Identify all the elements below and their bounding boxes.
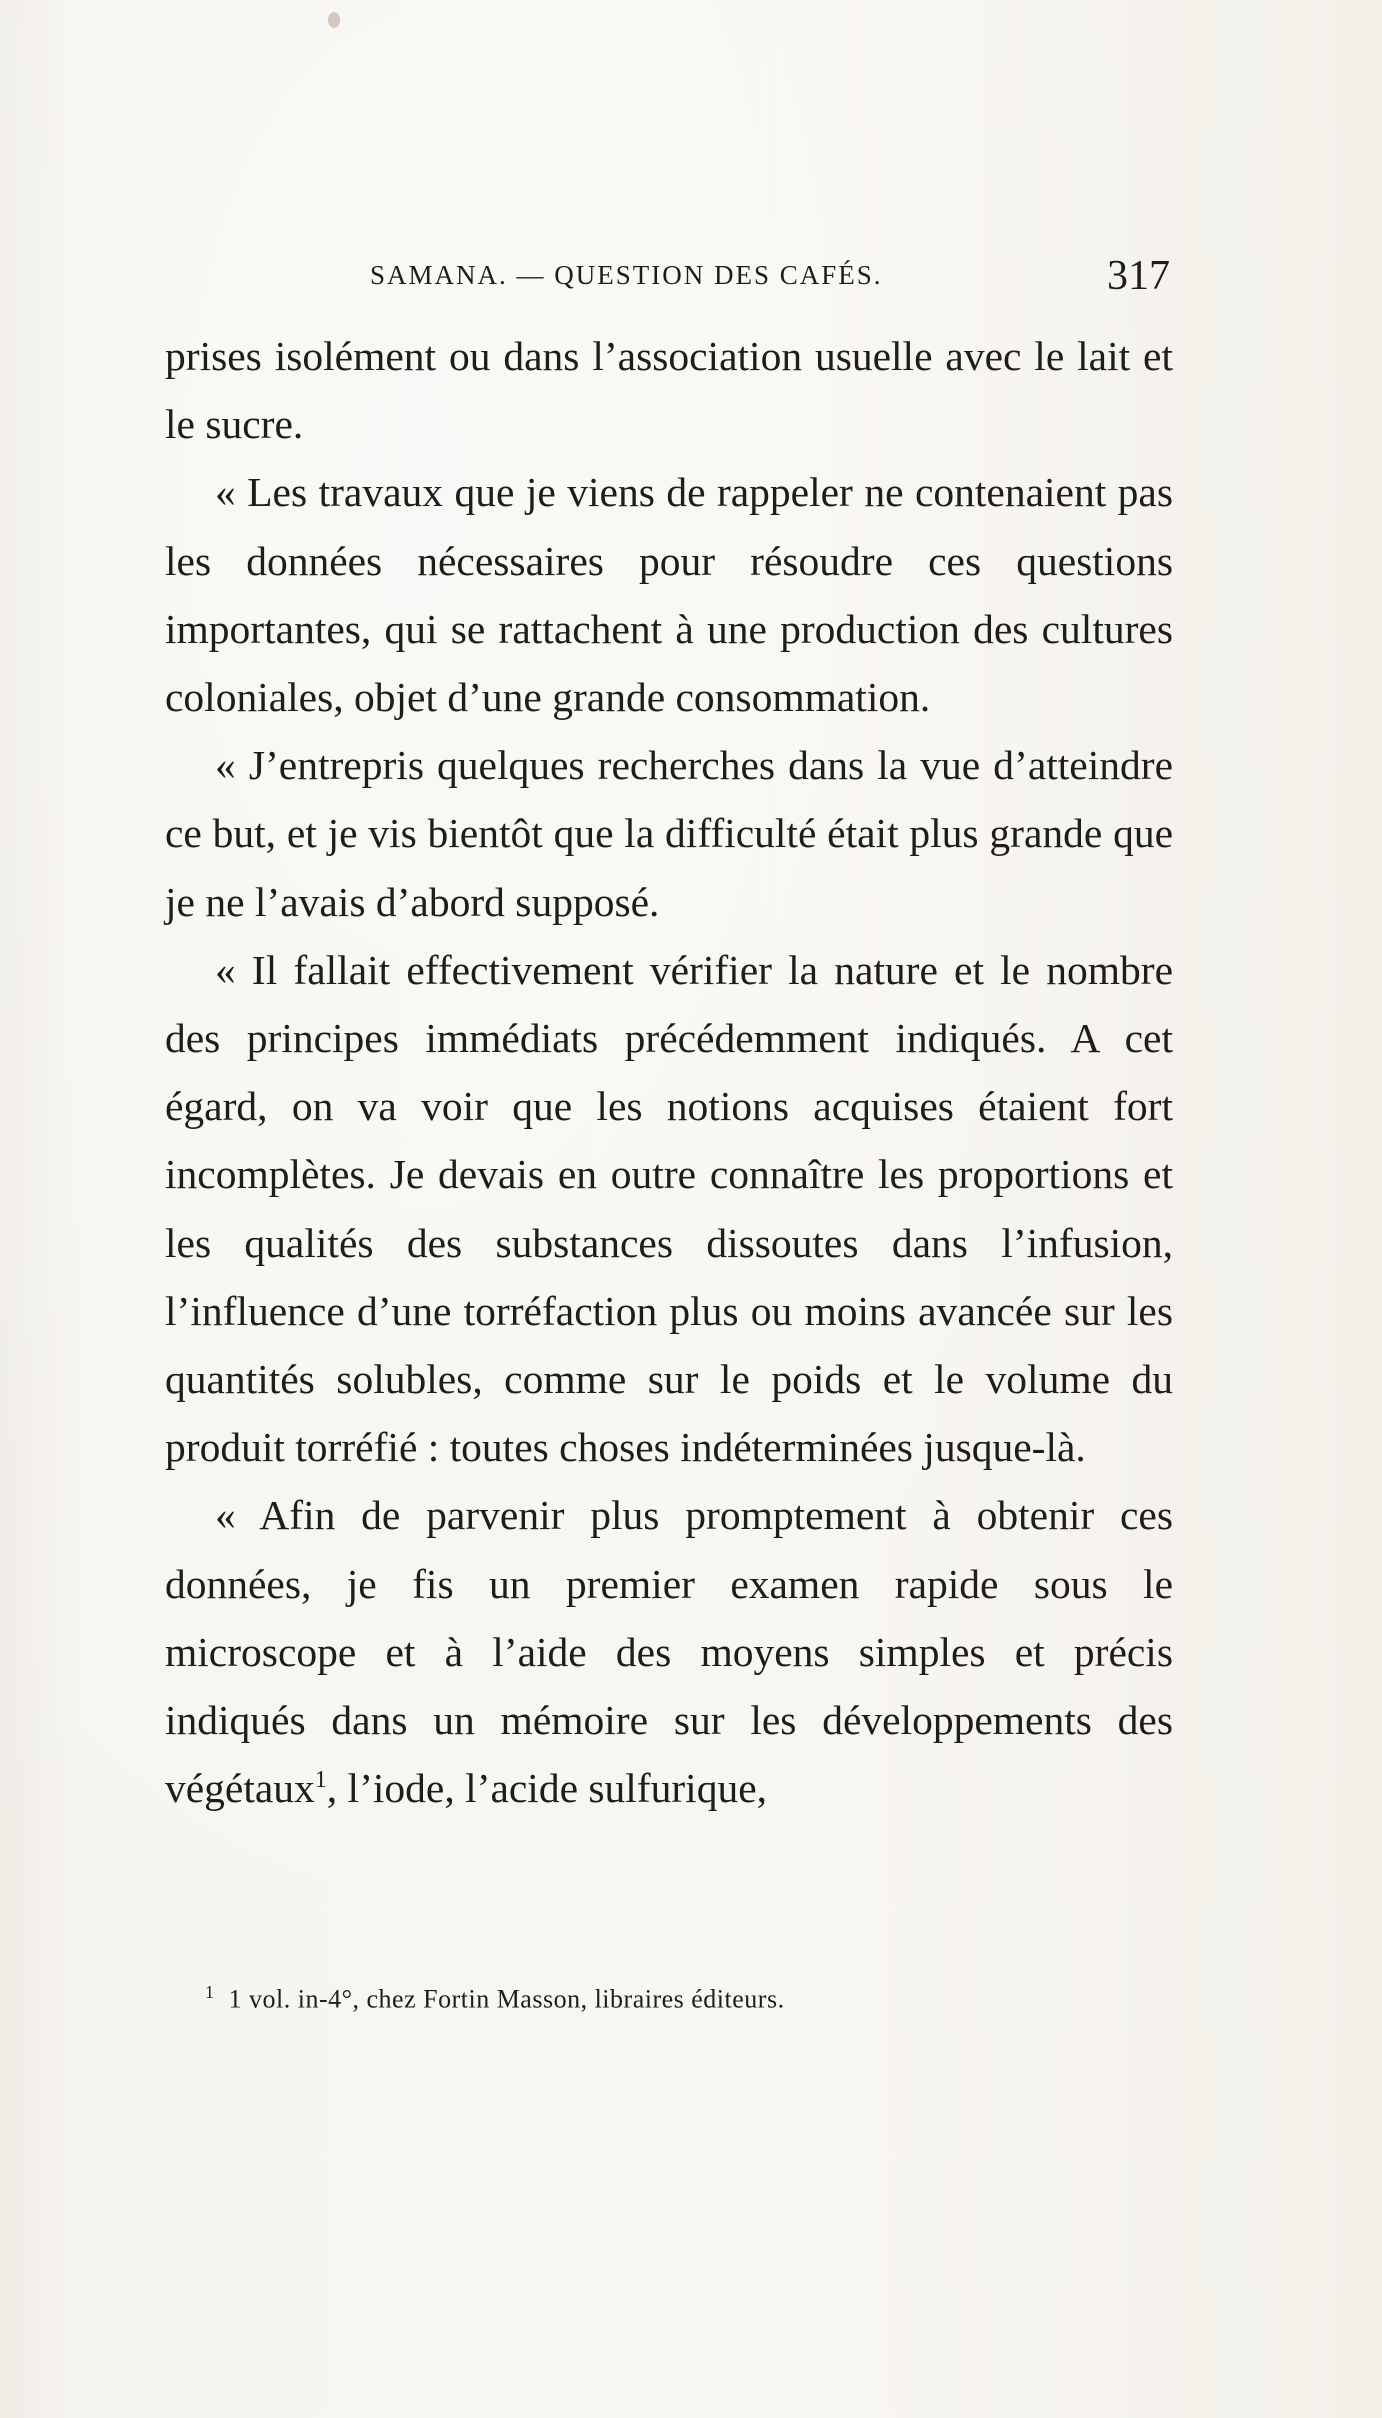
page-header: [165, 252, 1170, 302]
paragraph: prises isolément ou dans l’association usuelle avec le lait et le sucre.: [165, 333, 1173, 448]
footnote: [205, 1982, 785, 2015]
body-text: [165, 322, 1173, 1822]
paragraph-text: , l’iode, l’acide sulfurique,: [326, 1765, 768, 1812]
paper-stain: [328, 12, 340, 28]
paragraph-text: « Afin de parvenir plus promptement à obtenir ces données, je fis un premier examen rapide sous le microscope et à l’aide des moyens simples et précis indiqués dans un mémoire sur les développements des végétaux: [165, 1492, 1173, 1812]
paragraph: « Il fallait effectivement vérifier la nature et le nombre des principes immédiats précédemment indiqués. A cet égard, on va voir que les notions acquises étaient fort incomplètes. Je devais en outre connaître les proportions et les qualités des substances dissoutes dans l’infusion, l’influence d’une torréfaction plus ou moins avancée sur les quantités solubles, comme sur le poids et le volume du produit torréfié : toutes choses indéterminées jusque-là.: [165, 946, 1173, 1471]
paragraph: [165, 1481, 1173, 1822]
paragraph: « Les travaux que je viens de rappeler ne contenaient pas les données nécessaires pour résoudre ces questions importantes, qui se rattachent à une production des cultures coloniales, objet d’une grande consommation.: [165, 469, 1173, 721]
footnote-text: 1 vol. in-4°, chez Fortin Masson, libraires éditeurs.: [228, 1984, 785, 2014]
footnote-reference: 1: [314, 1767, 327, 1794]
page-number: 317: [1107, 253, 1170, 299]
running-title: SAMANA. — QUESTION DES CAFÉS.: [370, 260, 883, 290]
paragraph: « J’entrepris quelques recherches dans la vue d’atteindre ce but, et je vis bientôt que la difficulté était plus grande que je ne l’avais d’abord supposé.: [165, 742, 1173, 925]
footnote-marker: 1: [205, 1982, 215, 2002]
